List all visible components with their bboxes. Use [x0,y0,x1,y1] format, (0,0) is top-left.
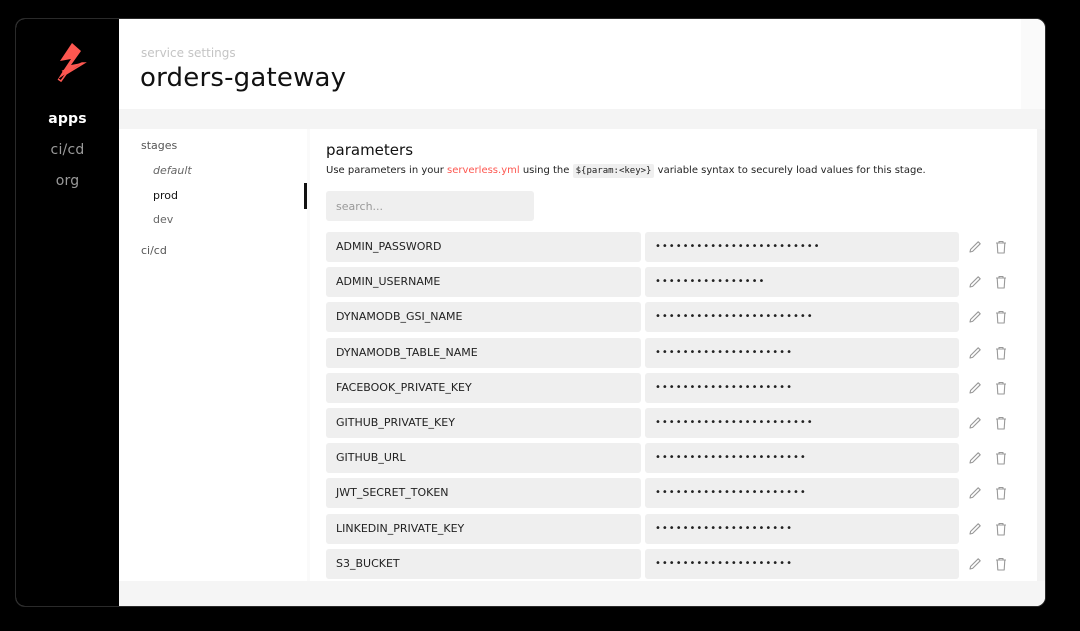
content-area [119,19,1045,606]
parameter-value[interactable]: •••••••••••••••••••• [645,338,959,368]
trash-icon[interactable] [993,485,1009,501]
stage-item-dev[interactable]: dev [153,213,174,226]
serverless-logo-icon[interactable] [54,41,88,85]
parameter-value[interactable]: ••••••••••••••••••••••• [645,408,959,438]
parameter-value[interactable]: •••••••••••••••••••••• [645,478,959,508]
parameter-value[interactable]: •••••••••••••••••••• [645,549,959,579]
pencil-icon[interactable] [967,309,983,325]
parameters-title: parameters [326,141,414,159]
parameters-panel [310,129,1037,581]
active-stage-indicator [304,183,307,209]
pencil-icon[interactable] [967,274,983,290]
trash-icon[interactable] [993,556,1009,572]
parameter-row [326,338,1026,373]
pencil-icon[interactable] [967,485,983,501]
header-divider-band [119,109,1045,129]
trash-icon[interactable] [993,521,1009,537]
desc-text: variable syntax to securely load values for this stage. [654,165,926,176]
right-gutter [1037,129,1045,581]
sidebar-item-org[interactable]: org [55,173,80,189]
parameter-value[interactable]: •••••••••••••••••••••• [645,443,959,473]
serverless-yml-link[interactable]: serverless.yml [447,165,520,176]
sidebar-item-apps[interactable]: apps [48,111,87,127]
parameter-row [326,478,1026,513]
pencil-icon[interactable] [967,239,983,255]
desc-text: using the [519,165,573,176]
parameter-key[interactable]: FACEBOOK_PRIVATE_KEY [326,373,641,403]
stages-section-label[interactable]: stages [141,139,178,152]
trash-icon[interactable] [993,274,1009,290]
parameter-row [326,443,1026,478]
parameters-list [326,232,1026,584]
parameter-row [326,267,1026,302]
parameter-key[interactable]: GITHUB_PRIVATE_KEY [326,408,641,438]
parameter-key[interactable]: S3_BUCKET [326,549,641,579]
desc-text: Use parameters in your [326,165,448,176]
parameter-row [326,514,1026,549]
app-window [15,18,1046,607]
stage-item-prod[interactable]: prod [153,189,178,202]
parameter-value[interactable]: •••••••••••••••••••• [645,514,959,544]
pencil-icon[interactable] [967,415,983,431]
parameter-key[interactable]: ADMIN_USERNAME [326,267,641,297]
parameter-row [326,302,1026,337]
page-title: orders-gateway [140,63,347,93]
bottom-shade [119,581,1045,606]
parameter-row [326,373,1026,408]
trash-icon[interactable] [993,309,1009,325]
stage-nav [119,129,307,581]
pencil-icon[interactable] [967,345,983,361]
parameter-value[interactable]: ••••••••••••••••••••••• [645,302,959,332]
trash-icon[interactable] [993,345,1009,361]
parameter-key[interactable]: GITHUB_URL [326,443,641,473]
trash-icon[interactable] [993,415,1009,431]
trash-icon[interactable] [993,239,1009,255]
parameter-row [326,408,1026,443]
parameter-key[interactable]: JWT_SECRET_TOKEN [326,478,641,508]
param-syntax-code: ${param:<key>} [573,164,655,178]
sidebar [16,19,119,606]
search-input[interactable] [326,191,534,221]
parameter-value[interactable]: •••••••••••••••• [645,267,959,297]
parameter-value[interactable]: •••••••••••••••••••••••• [645,232,959,262]
parameter-row [326,232,1026,267]
sidebar-item-cicd[interactable]: ci/cd [50,142,85,158]
pencil-icon[interactable] [967,521,983,537]
parameter-row [326,549,1026,584]
parameter-key[interactable]: LINKEDIN_PRIVATE_KEY [326,514,641,544]
pencil-icon[interactable] [967,380,983,396]
pencil-icon[interactable] [967,450,983,466]
parameter-key[interactable]: DYNAMODB_TABLE_NAME [326,338,641,368]
parameter-value[interactable]: •••••••••••••••••••• [645,373,959,403]
parameters-description [326,165,926,176]
stage-item-default[interactable]: default [153,164,192,177]
parameter-key[interactable]: ADMIN_PASSWORD [326,232,641,262]
trash-icon[interactable] [993,450,1009,466]
cicd-section-label[interactable]: ci/cd [141,244,167,257]
page-subtitle: service settings [141,46,236,60]
parameter-key[interactable]: DYNAMODB_GSI_NAME [326,302,641,332]
trash-icon[interactable] [993,380,1009,396]
pencil-icon[interactable] [967,556,983,572]
page-header [119,19,1021,109]
